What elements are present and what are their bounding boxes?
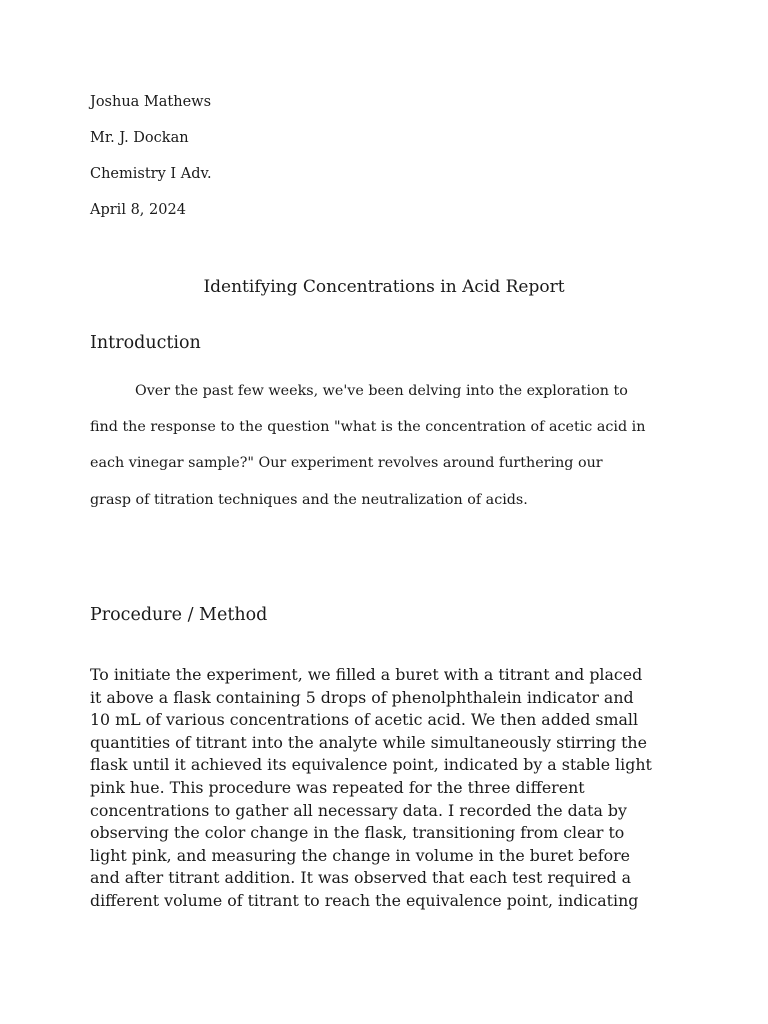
introduction-line: grasp of titration techniques and the neutralization of acids. [90, 491, 528, 508]
procedure-line: flask until it achieved its equivalence point, indicated by a stable light [90, 755, 652, 775]
introduction-line: find the response to the question "what is the concentration of acetic acid in [90, 419, 646, 436]
teacher-name: Mr. J. Dockan [90, 130, 189, 146]
procedure-line: quantities of titrant into the analyte while simultaneously stirring the [90, 732, 647, 752]
course-name: Chemistry I Adv. [90, 166, 212, 182]
procedure-line: light pink, and measuring the change in volume in the buret before [90, 845, 631, 865]
report-title: Identifying Concentrations in Acid Report [203, 277, 565, 297]
procedure-line: observing the color change in the flask, transitioning from clear to [90, 823, 625, 843]
procedure-paragraph [90, 664, 690, 913]
procedure-line: different volume of titrant to reach the equivalence point, indicating [90, 890, 639, 910]
report-date: April 8, 2024 [90, 202, 186, 218]
introduction-line: each vinegar sample?" Our experiment revolves around furthering our [90, 455, 603, 472]
procedure-heading: Procedure / Method [90, 605, 268, 625]
procedure-line: 10 mL of various concentrations of acetic acid. We then added small [90, 710, 639, 730]
procedure-line: it above a flask containing 5 drops of phenolphthalein indicator and [90, 687, 634, 707]
introduction-line: Over the past few weeks, we've been delving into the exploration to [135, 383, 628, 399]
procedure-line: and after titrant addition. It was observed that each test required a [90, 868, 632, 888]
student-name: Joshua Mathews [90, 94, 212, 110]
introduction-heading: Introduction [90, 333, 201, 353]
procedure-line: To initiate the experiment, we filled a buret with a titrant and placed [90, 665, 643, 684]
introduction-paragraph [90, 373, 690, 518]
procedure-line: concentrations to gather all necessary data. I recorded the data by [90, 800, 627, 820]
procedure-line: pink hue. This procedure was repeated for the three different [90, 777, 585, 797]
